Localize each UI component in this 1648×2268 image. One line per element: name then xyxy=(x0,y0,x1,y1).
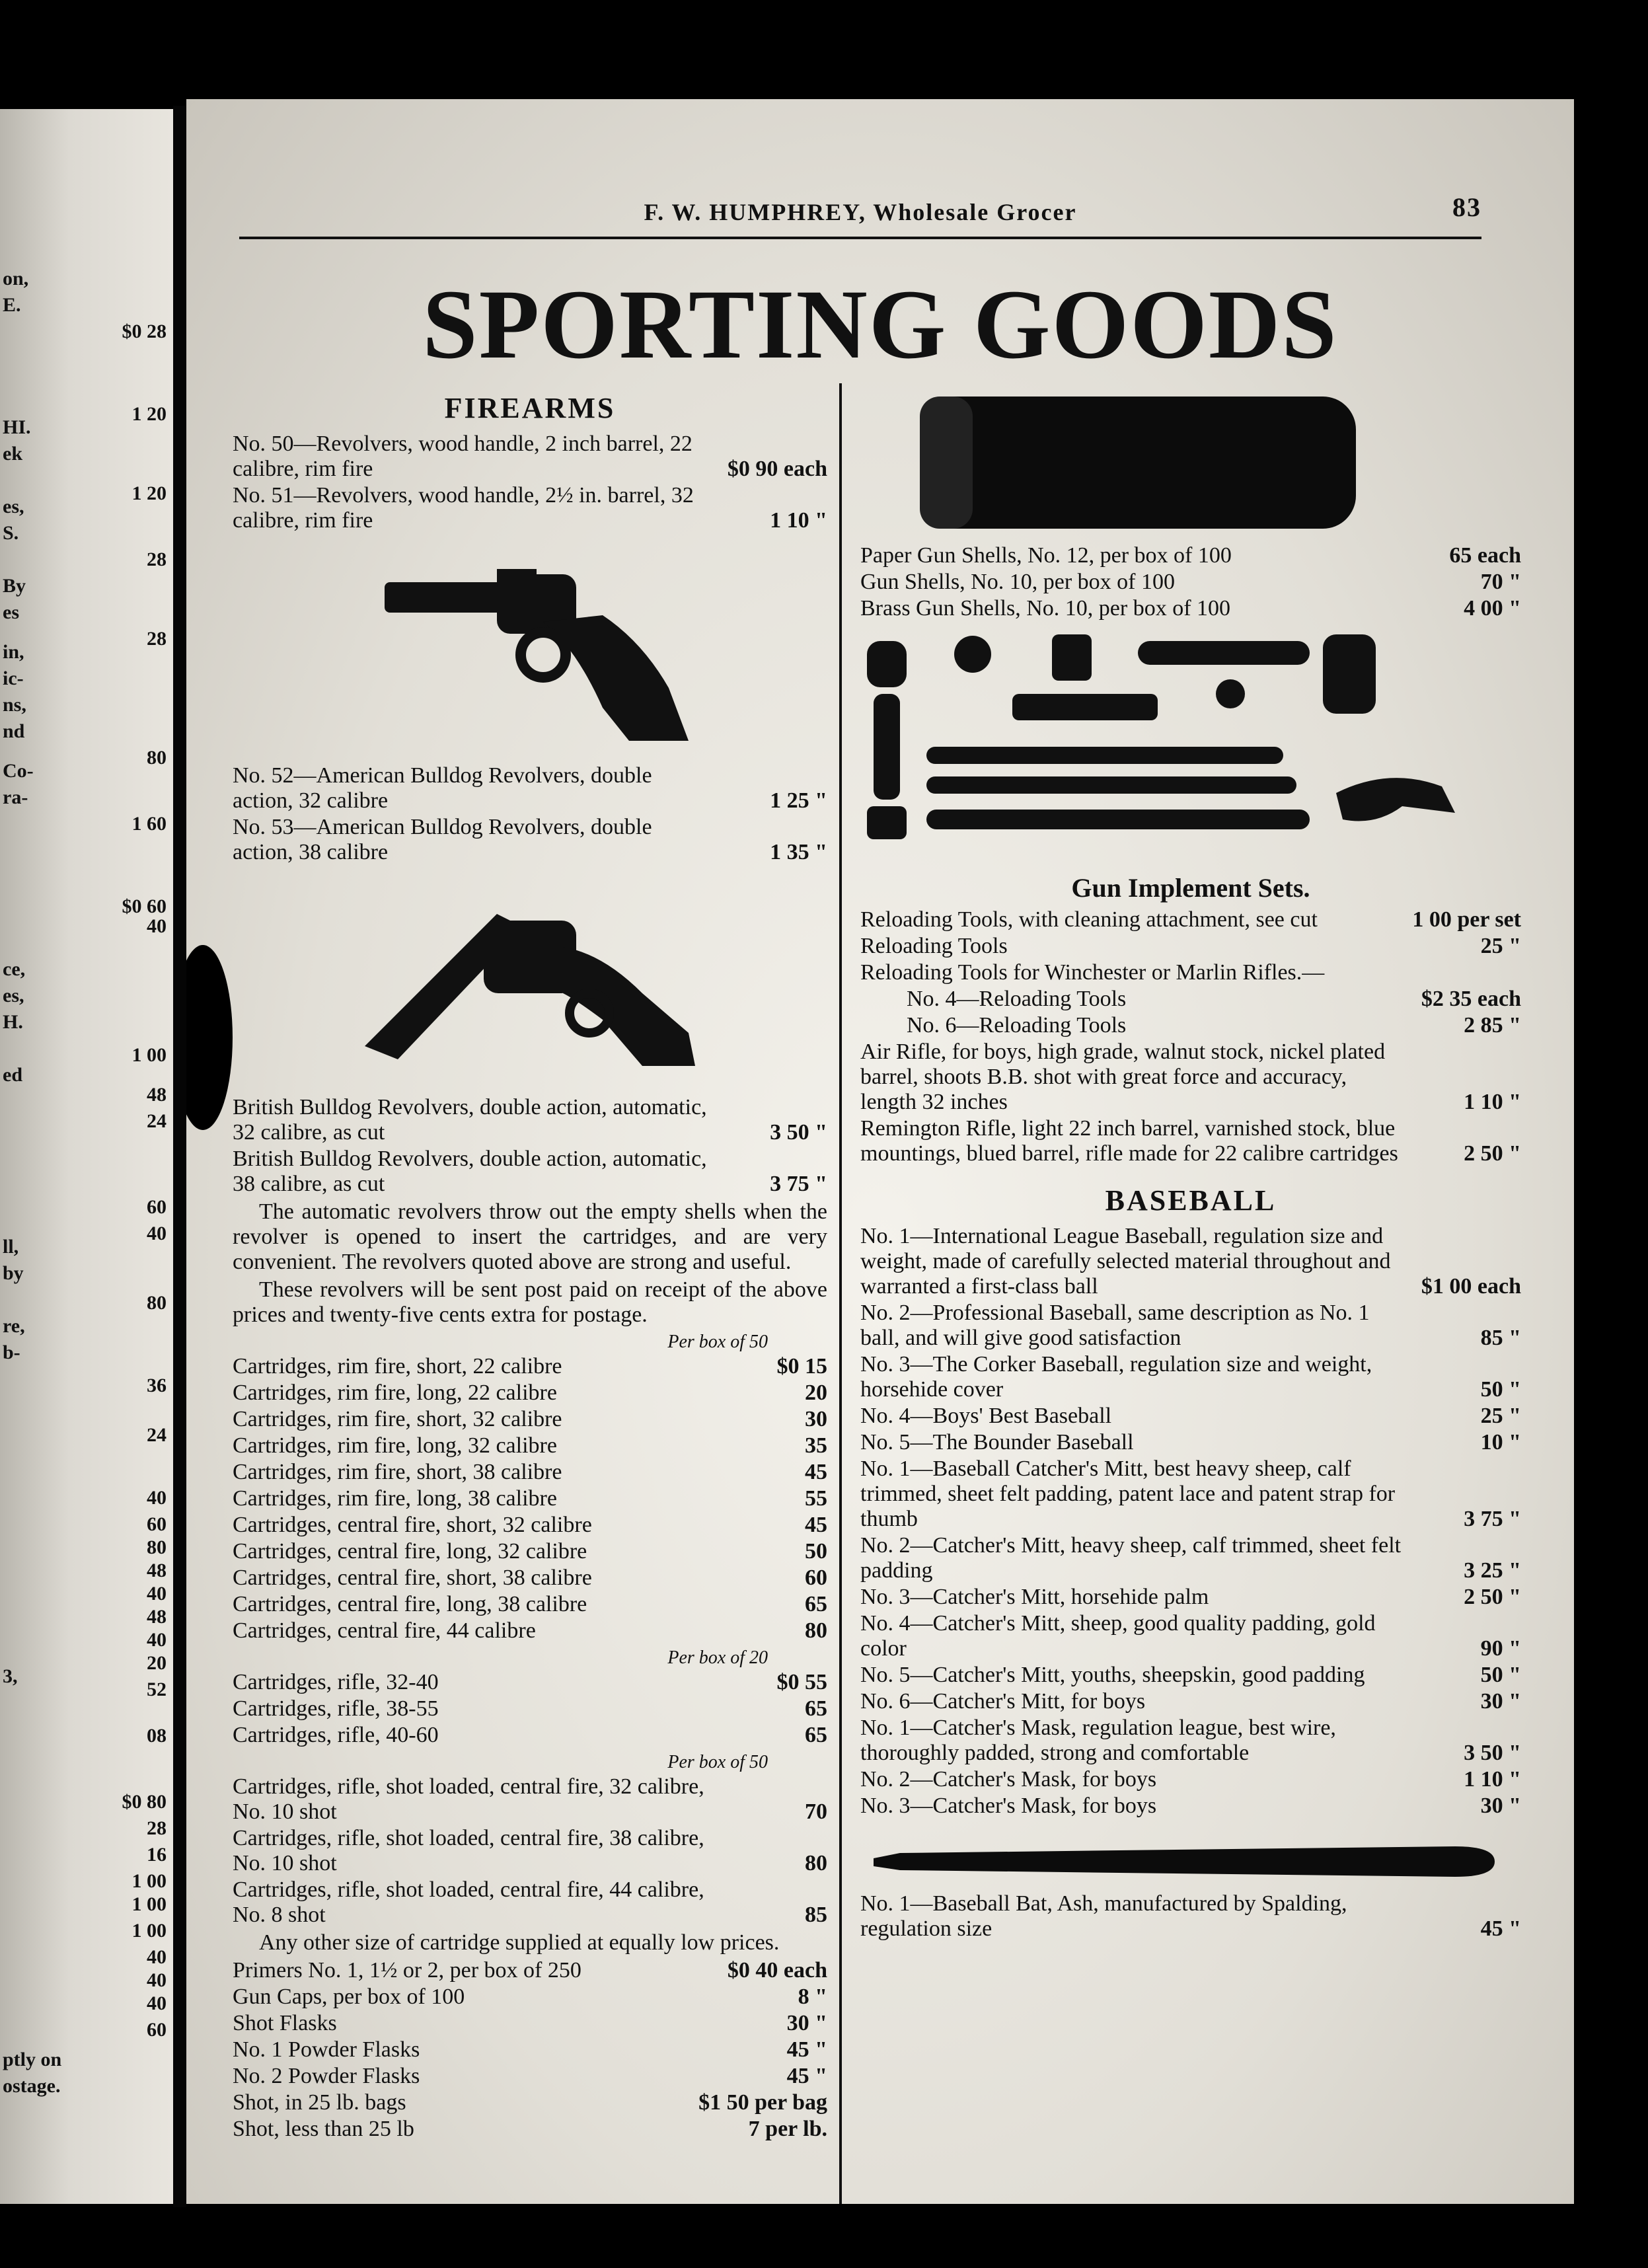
prev-price: 60 xyxy=(147,1513,167,1535)
item-price: 65 xyxy=(805,1592,827,1616)
item-price: 3 25 " xyxy=(1464,1558,1521,1583)
page-title: SPORTING GOODS xyxy=(422,270,1338,379)
prev-price: $0 28 xyxy=(122,321,167,342)
right-column xyxy=(860,383,1521,1943)
item-price: 1 10 " xyxy=(770,508,827,533)
baseball-row xyxy=(860,1456,1521,1532)
prev-price: 24 xyxy=(147,1424,167,1446)
page-number: 83 xyxy=(1452,192,1481,222)
item-label: Cartridges, rifle, 38-55 xyxy=(233,1696,439,1721)
prev-fragment: By xyxy=(3,575,26,597)
item-price: 35 xyxy=(805,1433,827,1458)
revolver-icon xyxy=(233,543,827,754)
item-price: 3 75 " xyxy=(770,1172,827,1196)
prev-price: 1 60 xyxy=(131,813,167,835)
baseball-bat-icon xyxy=(860,1838,1521,1885)
item-label: No. 2—Professional Baseball, same description as No. 1 ball, and will give good satisfaction xyxy=(860,1301,1370,1350)
prev-price: 48 xyxy=(147,1606,167,1628)
item-label: Air Rifle, for boys, high grade, walnut stock, nickel plated barrel, shoots B.B. shot with great force and accuracy, length 32 inches xyxy=(860,1040,1386,1114)
item-label: Shot Flasks xyxy=(233,2011,337,2035)
prev-fragment: ek xyxy=(3,443,22,465)
item-label: Primers No. 1, 1½ or 2, per box of 250 xyxy=(233,1958,581,1983)
prev-price: 52 xyxy=(147,1679,167,1700)
item-label: Cartridges, rim fire, short, 22 calibre xyxy=(233,1354,562,1379)
item-label: No. 1—International League Baseball, regulation size and weight, made of carefully selected material throughout and warranted a first-class ball xyxy=(860,1224,1391,1299)
previous-page-edge xyxy=(0,109,173,2204)
item-price: 65 xyxy=(805,1696,827,1721)
prev-price: 40 xyxy=(147,1629,167,1651)
prev-fragment: ce, xyxy=(3,958,26,980)
ink-stain xyxy=(186,945,233,1130)
prev-price: 40 xyxy=(147,1969,167,1991)
item-price: 25 " xyxy=(1480,1404,1521,1428)
revolver-illustration xyxy=(233,543,827,754)
prev-price: 48 xyxy=(147,1560,167,1581)
firearm-item xyxy=(233,483,827,533)
cartridge-row xyxy=(233,1566,827,1591)
implement-row xyxy=(860,1013,1521,1038)
cartridge-row xyxy=(233,1696,827,1721)
item-price: 50 " xyxy=(1480,1377,1521,1402)
left-column xyxy=(233,383,827,2143)
baseball-row xyxy=(860,1794,1521,1819)
item-price: 30 " xyxy=(1480,1794,1521,1818)
item-price: 3 75 " xyxy=(1464,1507,1521,1531)
cartridge-row xyxy=(233,1486,827,1511)
item-price: $1 50 per bag xyxy=(698,2090,827,2115)
cartridge-row xyxy=(233,1774,827,1825)
item-label: Remington Rifle, light 22 inch barrel, varnished stock, blue mountings, blued barrel, rifle made for 22 calibre cartridges xyxy=(860,1116,1398,1166)
prev-price: 80 xyxy=(147,747,167,769)
item-label: Reloading Tools xyxy=(860,934,1008,958)
item-label: No. 5—Catcher's Mitt, youths, sheepskin, good padding xyxy=(860,1663,1365,1687)
prev-fragment: HI. xyxy=(3,416,31,438)
prev-price: 16 xyxy=(147,1844,167,1866)
box-size-note: Per box of 50 xyxy=(667,1752,768,1772)
baseball-row xyxy=(860,1891,1521,1942)
prev-price: 60 xyxy=(147,2019,167,2041)
cartridge-note: Any other size of cartridge supplied at equally low prices. xyxy=(259,1930,780,1955)
prev-fragment: S. xyxy=(3,522,19,544)
item-price: 20 xyxy=(805,1380,827,1405)
baseball-row xyxy=(860,1611,1521,1661)
item-label: Cartridges, central fire, short, 32 calibre xyxy=(233,1513,592,1537)
prev-price: 20 xyxy=(147,1652,167,1674)
baseball-bat-illustration xyxy=(860,1838,1521,1885)
item-label: No. 2—Catcher's Mask, for boys xyxy=(860,1767,1157,1792)
item-label: No. 2 Powder Flasks xyxy=(233,2064,420,2088)
prev-price: 1 20 xyxy=(131,482,167,504)
item-label: No. 6—Catcher's Mitt, for boys xyxy=(860,1689,1146,1714)
prev-fragment: ra- xyxy=(3,786,28,808)
prev-fragment: nd xyxy=(3,720,25,742)
item-price: 4 00 " xyxy=(1464,596,1521,621)
item-label: Cartridges, rifle, 32-40 xyxy=(233,1670,439,1694)
prev-fragment: es xyxy=(3,601,19,623)
item-price: 65 each xyxy=(1449,543,1521,568)
prev-fragment: ic- xyxy=(3,667,24,689)
item-price: 2 85 " xyxy=(1464,1013,1521,1038)
item-label: Cartridges, rim fire, long, 22 calibre xyxy=(233,1380,557,1405)
item-label: No. 1—Baseball Bat, Ash, manufactured by Spalding, regulation size xyxy=(860,1891,1347,1941)
prev-price: 08 xyxy=(147,1725,167,1747)
item-price: 70 " xyxy=(1480,570,1521,594)
prev-price: $0 60 xyxy=(122,895,167,917)
item-price: 90 " xyxy=(1480,1636,1521,1661)
prev-price: $0 80 xyxy=(122,1791,167,1813)
cartridge-row xyxy=(233,1592,827,1617)
firearms-heading: FIREARMS xyxy=(444,392,616,424)
baseball-row xyxy=(860,1767,1521,1792)
misc-row xyxy=(233,2090,827,2115)
item-label: Cartridges, rifle, shot loaded, central fire, 44 calibre, No. 8 shot xyxy=(233,1877,704,1927)
item-price: $1 00 each xyxy=(1421,1274,1521,1299)
item-price: 25 " xyxy=(1480,934,1521,958)
item-price: 65 xyxy=(805,1723,827,1747)
baseball-heading: BASEBALL xyxy=(1105,1184,1277,1217)
item-price: $0 40 each xyxy=(727,1958,827,1983)
item-price: 1 35 " xyxy=(770,840,827,864)
implement-row xyxy=(860,1116,1521,1166)
item-label: No. 4—Boys' Best Baseball xyxy=(860,1404,1112,1428)
item-label: Cartridges, rifle, 40-60 xyxy=(233,1723,439,1747)
item-price: 1 10 " xyxy=(1464,1767,1521,1792)
item-label: Cartridges, central fire, long, 38 calibre xyxy=(233,1592,587,1616)
prev-price: 40 xyxy=(147,1946,167,1968)
gun-implements-heading: Gun Implement Sets. xyxy=(1071,873,1310,903)
prev-price: 28 xyxy=(147,1817,167,1839)
prev-fragment: ptly on xyxy=(3,2049,62,2070)
prev-fragment: by xyxy=(3,1262,24,1284)
shotgun-shell-icon xyxy=(860,383,1521,535)
item-price: $0 15 xyxy=(776,1354,827,1379)
shell-row xyxy=(860,543,1521,568)
item-label: No. 5—The Bounder Baseball xyxy=(860,1430,1134,1455)
cartridge-row xyxy=(233,1723,827,1748)
item-label: Cartridges, rim fire, short, 38 calibre xyxy=(233,1460,562,1484)
item-price: $0 90 each xyxy=(727,457,827,481)
item-price: 45 " xyxy=(1480,1916,1521,1941)
implement-row xyxy=(860,907,1521,932)
item-price: 80 xyxy=(805,1851,827,1875)
prev-price: 1 00 xyxy=(131,1920,167,1942)
misc-row xyxy=(233,2037,827,2062)
item-label: No. 1—Catcher's Mask, regulation league, best wire, thoroughly padded, strong and comfortable xyxy=(860,1716,1336,1765)
item-price: 85 xyxy=(805,1903,827,1927)
item-label: Cartridges, central fire, long, 32 calibre xyxy=(233,1539,587,1564)
shell-row xyxy=(860,570,1521,595)
implement-row xyxy=(860,934,1521,959)
column-divider xyxy=(839,383,842,2204)
item-label: No. 51—Revolvers, wood handle, 2½ in. barrel, 32 calibre, rim fire xyxy=(233,483,694,533)
prev-fragment: on, xyxy=(3,268,29,289)
misc-row xyxy=(233,2011,827,2036)
item-price: 45 xyxy=(805,1513,827,1537)
baseball-row xyxy=(860,1663,1521,1688)
prev-fragment: E. xyxy=(3,294,21,316)
prev-price: 40 xyxy=(147,915,167,937)
misc-row xyxy=(233,2064,827,2089)
shell-row xyxy=(860,596,1521,621)
item-price: 45 xyxy=(805,1460,827,1484)
prev-price: 1 00 xyxy=(131,1044,167,1066)
running-header xyxy=(239,192,1481,226)
item-price: 80 xyxy=(805,1618,827,1643)
prev-fragment: ed xyxy=(3,1064,22,1086)
item-label: Shot, less than 25 lb xyxy=(233,2117,414,2141)
bulldog-revolver-illustration xyxy=(233,874,827,1086)
gun-shell-illustration xyxy=(860,383,1521,535)
prev-fragment: ostage. xyxy=(3,2075,61,2097)
box-size-note: Per box of 20 xyxy=(667,1647,768,1668)
baseball-row xyxy=(860,1585,1521,1610)
item-label: No. 3—Catcher's Mitt, horsehide palm xyxy=(860,1585,1209,1609)
prev-fragment: in, xyxy=(3,641,24,663)
prev-fragment: b- xyxy=(3,1342,20,1363)
item-label: No. 1—Baseball Catcher's Mitt, best heavy sheep, calf trimmed, sheet felt padding, patent lace and patent strap for thumb xyxy=(860,1456,1396,1531)
item-price: 60 xyxy=(805,1566,827,1590)
item-label: Cartridges, rim fire, long, 32 calibre xyxy=(233,1433,557,1458)
cartridge-row xyxy=(233,1539,827,1564)
item-price: 1 25 " xyxy=(770,788,827,813)
cartridge-row xyxy=(233,1877,827,1928)
catalog-page xyxy=(186,99,1574,2204)
firearm-item xyxy=(233,1095,827,1145)
baseball-row xyxy=(860,1224,1521,1299)
header-rule xyxy=(239,237,1481,239)
item-price: 45 " xyxy=(786,2064,827,2088)
misc-row xyxy=(233,1958,827,1983)
item-label: Cartridges, rifle, shot loaded, central fire, 38 calibre, No. 10 shot xyxy=(233,1826,704,1875)
cartridge-row xyxy=(233,1433,827,1458)
item-label: Gun Caps, per box of 100 xyxy=(233,1984,465,2009)
item-price: 50 " xyxy=(1480,1663,1521,1687)
firearm-item xyxy=(233,815,827,865)
baseball-row xyxy=(860,1716,1521,1766)
item-price: 3 50 " xyxy=(1464,1741,1521,1765)
baseball-row xyxy=(860,1689,1521,1714)
baseball-row xyxy=(860,1301,1521,1351)
item-label: No. 3—Catcher's Mask, for boys xyxy=(860,1794,1157,1818)
prev-fragment: re, xyxy=(3,1315,25,1337)
item-label: Cartridges, rim fire, long, 38 calibre xyxy=(233,1486,557,1511)
baseball-row xyxy=(860,1404,1521,1429)
prev-fragment: es, xyxy=(3,496,24,517)
prev-fragment: 3, xyxy=(3,1665,18,1687)
item-label: Paper Gun Shells, No. 12, per box of 100 xyxy=(860,543,1232,568)
item-price: 50 xyxy=(805,1539,827,1564)
gun-implements-illustration xyxy=(860,628,1521,866)
cartridge-row xyxy=(233,1354,827,1379)
item-label: No. 50—Revolvers, wood handle, 2 inch barrel, 22 calibre, rim fire xyxy=(233,432,693,481)
implement-row xyxy=(860,960,1521,985)
item-label: Cartridges, rifle, shot loaded, central fire, 32 calibre, No. 10 shot xyxy=(233,1774,704,1824)
prev-price: 28 xyxy=(147,628,167,650)
item-label: No. 53—American Bulldog Revolvers, double action, 38 calibre xyxy=(233,815,652,864)
prev-price: 28 xyxy=(147,548,167,570)
item-label: Gun Shells, No. 10, per box of 100 xyxy=(860,570,1175,594)
revolver-note: The automatic revolvers throw out the empty shells when the revolver is opened to insert the cartridges, and are very convenient. The revolvers quoted above are strong and useful. xyxy=(233,1199,827,1274)
baseball-row xyxy=(860,1430,1521,1455)
item-label: No. 3—The Corker Baseball, regulation size and weight, horsehide cover xyxy=(860,1352,1372,1402)
prev-price: 1 00 xyxy=(131,1893,167,1915)
item-price: 70 xyxy=(805,1799,827,1824)
item-label: No. 4—Catcher's Mitt, sheep, good quality padding, gold color xyxy=(860,1611,1376,1661)
item-price: 1 00 per set xyxy=(1412,907,1521,932)
item-price: 1 10 " xyxy=(1464,1090,1521,1114)
item-label: Cartridges, central fire, 44 calibre xyxy=(233,1618,536,1643)
item-price: 45 " xyxy=(786,2037,827,2062)
baseball-row xyxy=(860,1352,1521,1402)
prev-fragment: es, xyxy=(3,985,24,1006)
misc-row xyxy=(233,2117,827,2142)
page-gutter xyxy=(173,106,186,2207)
misc-row xyxy=(233,1984,827,2010)
prev-price: 40 xyxy=(147,1223,167,1244)
firearm-item xyxy=(233,1147,827,1197)
item-price: 8 " xyxy=(798,1984,827,2009)
prev-price: 60 xyxy=(147,1196,167,1218)
item-price: 2 50 " xyxy=(1464,1141,1521,1166)
item-price: $0 55 xyxy=(776,1670,827,1694)
cartridge-row xyxy=(233,1670,827,1695)
prev-fragment: ns, xyxy=(3,694,26,716)
cartridge-row xyxy=(233,1460,827,1485)
item-label: British Bulldog Revolvers, double action, automatic, 32 calibre, as cut xyxy=(233,1095,707,1145)
prev-fragment: H. xyxy=(3,1011,23,1033)
prev-price: 1 20 xyxy=(131,403,167,425)
running-title: F. W. HUMPHREY, Wholesale Grocer xyxy=(644,199,1077,225)
prev-fragment: Co- xyxy=(3,760,34,782)
item-label: Shot, in 25 lb. bags xyxy=(233,2090,406,2115)
cartridge-row xyxy=(233,1513,827,1538)
prev-price: 80 xyxy=(147,1292,167,1314)
item-price: 2 50 " xyxy=(1464,1585,1521,1609)
item-label: No. 52—American Bulldog Revolvers, double action, 32 calibre xyxy=(233,763,652,813)
cartridge-row xyxy=(233,1826,827,1876)
prev-price: 40 xyxy=(147,1487,167,1509)
box-size-note: Per box of 50 xyxy=(667,1332,768,1352)
item-price: 30 xyxy=(805,1407,827,1431)
reloading-tools-icon xyxy=(860,628,1521,866)
item-price: 30 " xyxy=(786,2011,827,2035)
item-label: Reloading Tools, with cleaning attachment, see cut xyxy=(860,907,1318,932)
firearm-item xyxy=(233,763,827,813)
baseball-row xyxy=(860,1533,1521,1583)
item-label: Cartridges, rim fire, short, 32 calibre xyxy=(233,1407,562,1431)
postage-note: These revolvers will be sent post paid on receipt of the above prices and twenty-five cents extra for postage. xyxy=(233,1277,827,1327)
item-price: 10 " xyxy=(1480,1430,1521,1455)
prev-price: 36 xyxy=(147,1375,167,1396)
item-label: Cartridges, central fire, short, 38 calibre xyxy=(233,1566,592,1590)
cartridge-row xyxy=(233,1618,827,1644)
cartridge-row xyxy=(233,1380,827,1406)
firearm-item xyxy=(233,432,827,482)
revolver-icon xyxy=(233,874,827,1086)
item-label: No. 2—Catcher's Mitt, heavy sheep, calf trimmed, sheet felt padding xyxy=(860,1533,1402,1583)
prev-price: 80 xyxy=(147,1536,167,1558)
item-price: 85 " xyxy=(1480,1326,1521,1350)
item-price: 55 xyxy=(805,1486,827,1511)
prev-fragment: ll, xyxy=(3,1236,19,1258)
item-price: 30 " xyxy=(1480,1689,1521,1714)
item-price: 7 per lb. xyxy=(748,2117,827,2141)
item-price: $2 35 each xyxy=(1421,987,1521,1011)
item-label: No. 4—Reloading Tools xyxy=(907,987,1127,1011)
prev-price: 40 xyxy=(147,1583,167,1605)
item-label: Brass Gun Shells, No. 10, per box of 100 xyxy=(860,596,1231,621)
prev-price: 48 xyxy=(147,1084,167,1106)
cartridge-row xyxy=(233,1407,827,1432)
item-label: No. 6—Reloading Tools xyxy=(907,1013,1127,1038)
prev-price: 40 xyxy=(147,1992,167,2014)
implement-row xyxy=(860,1040,1521,1115)
item-label: Reloading Tools for Winchester or Marlin Rifles.— xyxy=(860,960,1325,985)
prev-price: 24 xyxy=(147,1110,167,1132)
item-price: 3 50 " xyxy=(770,1120,827,1145)
item-label: No. 1 Powder Flasks xyxy=(233,2037,420,2062)
prev-price: 1 00 xyxy=(131,1870,167,1892)
implement-row xyxy=(860,987,1521,1012)
item-label: British Bulldog Revolvers, double action, automatic, 38 calibre, as cut xyxy=(233,1147,707,1196)
